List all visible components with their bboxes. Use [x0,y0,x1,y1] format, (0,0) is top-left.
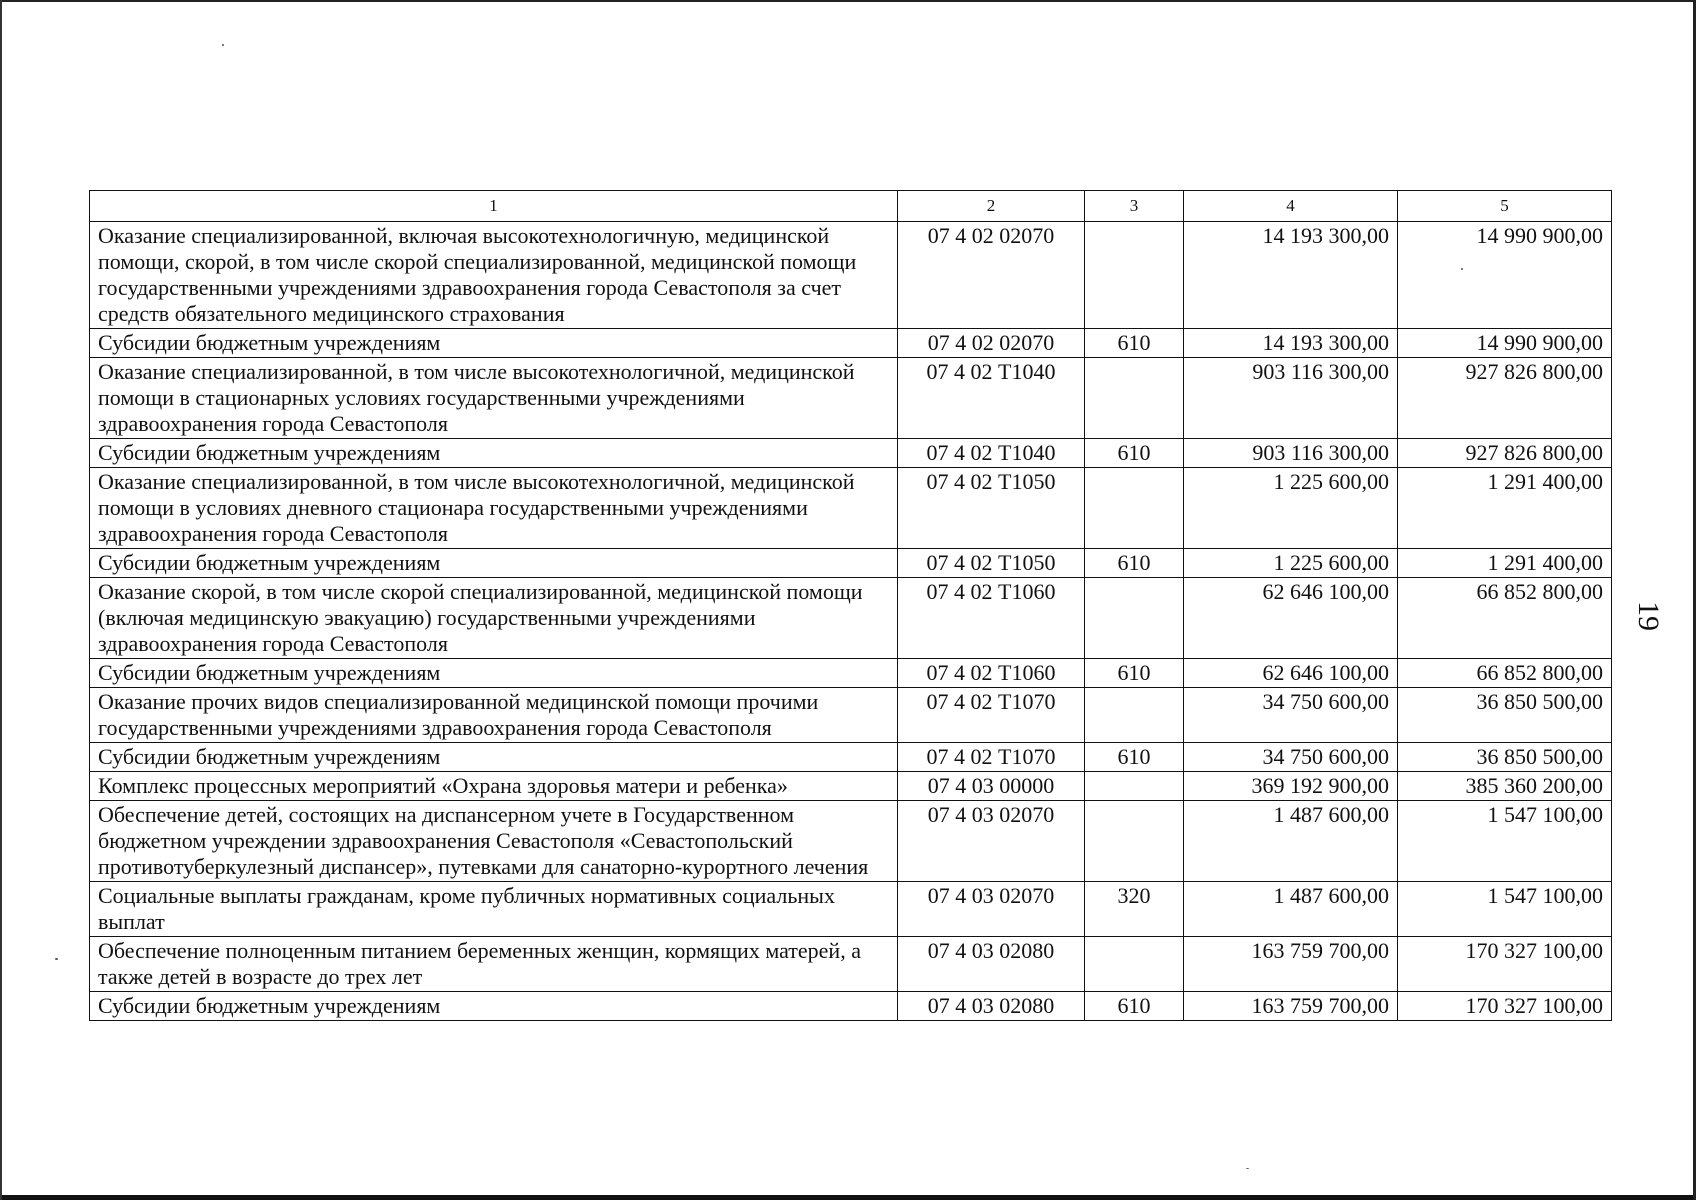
row-sum-2-cell: 1 291 400,00 [1398,468,1612,549]
row-type-cell [1085,578,1184,659]
row-sum-1-cell: 1 487 600,00 [1184,882,1398,937]
row-name-cell: Субсидии бюджетным учреждениям [90,549,898,578]
row-type-cell: 610 [1085,992,1184,1021]
row-sum-2-cell: 1 547 100,00 [1398,882,1612,937]
row-type-cell: 320 [1085,882,1184,937]
row-type-cell [1085,801,1184,882]
row-type-cell [1085,937,1184,992]
table-row [90,659,1612,688]
row-sum-1-cell: 14 193 300,00 [1184,329,1398,358]
row-type-cell: 610 [1085,329,1184,358]
table-row [90,937,1612,992]
row-sum-2-cell: 385 360 200,00 [1398,772,1612,801]
row-code-cell: 07 4 02 Т1070 [898,688,1085,743]
scan-edge-bottom [0,1195,1696,1200]
table-row [90,688,1612,743]
row-code-cell: 07 4 02 Т1060 [898,578,1085,659]
row-code-cell: 07 4 03 02070 [898,882,1085,937]
row-sum-2-cell: 927 826 800,00 [1398,439,1612,468]
budget-table [89,190,1612,1021]
table-row [90,549,1612,578]
table-header-row [90,191,1612,222]
row-code-cell: 07 4 02 02070 [898,222,1085,329]
row-name-cell: Субсидии бюджетным учреждениям [90,992,898,1021]
page-number: 19 [1632,601,1665,631]
row-code-cell: 07 4 03 02080 [898,992,1085,1021]
table-row [90,329,1612,358]
row-type-cell [1085,358,1184,439]
row-sum-1-cell: 34 750 600,00 [1184,743,1398,772]
column-header-5: 5 [1398,191,1612,222]
table-row [90,992,1612,1021]
row-sum-1-cell: 34 750 600,00 [1184,688,1398,743]
column-header-1: 1 [90,191,898,222]
table-row [90,743,1612,772]
row-sum-2-cell: 14 990 900,00 [1398,222,1612,329]
row-type-cell: 610 [1085,743,1184,772]
row-name-cell: Оказание скорой, в том числе скорой специализированной, медицинской помощи (включая медицинскую эвакуацию) государственными учреждениями здравоохранения города Севастополя [90,578,898,659]
table-row [90,468,1612,549]
row-sum-2-cell: 36 850 500,00 [1398,743,1612,772]
row-name-cell: Оказание специализированной, в том числе высокотехнологичной, медицинской помощи в стационарных условиях государственными учреждениями здравоохранения города Севастополя [90,358,898,439]
row-name-cell: Социальные выплаты гражданам, кроме публичных нормативных социальных выплат [90,882,898,937]
row-name-cell: Субсидии бюджетным учреждениям [90,743,898,772]
row-sum-2-cell: 14 990 900,00 [1398,329,1612,358]
row-sum-1-cell: 62 646 100,00 [1184,659,1398,688]
table-body [90,222,1612,1021]
table-row [90,882,1612,937]
row-name-cell: Обеспечение полноценным питанием беременных женщин, кормящих матерей, а также детей в возрасте до трех лет [90,937,898,992]
row-sum-2-cell: 66 852 800,00 [1398,659,1612,688]
row-sum-1-cell: 62 646 100,00 [1184,578,1398,659]
row-sum-2-cell: 66 852 800,00 [1398,578,1612,659]
row-sum-1-cell: 903 116 300,00 [1184,358,1398,439]
row-code-cell: 07 4 02 Т1040 [898,358,1085,439]
row-type-cell [1085,772,1184,801]
row-code-cell: 07 4 02 Т1070 [898,743,1085,772]
row-type-cell [1085,468,1184,549]
table-row [90,772,1612,801]
scan-speck [55,958,58,960]
row-sum-2-cell: 927 826 800,00 [1398,358,1612,439]
row-code-cell: 07 4 02 Т1040 [898,439,1085,468]
row-type-cell: 610 [1085,659,1184,688]
row-code-cell: 07 4 03 02080 [898,937,1085,992]
row-sum-1-cell: 369 192 900,00 [1184,772,1398,801]
scan-edge-top [0,0,1696,2]
row-name-cell: Субсидии бюджетным учреждениям [90,439,898,468]
row-sum-1-cell: 163 759 700,00 [1184,992,1398,1021]
scan-edge-left [0,0,2,1200]
row-type-cell: 610 [1085,439,1184,468]
row-code-cell: 07 4 02 Т1050 [898,468,1085,549]
row-code-cell: 07 4 03 00000 [898,772,1085,801]
table-row [90,222,1612,329]
column-header-2: 2 [898,191,1085,222]
row-type-cell: 610 [1085,549,1184,578]
column-header-3: 3 [1085,191,1184,222]
row-code-cell: 07 4 02 Т1060 [898,659,1085,688]
row-name-cell: Субсидии бюджетным учреждениям [90,659,898,688]
table-row [90,801,1612,882]
row-sum-1-cell: 1 487 600,00 [1184,801,1398,882]
row-sum-1-cell: 903 116 300,00 [1184,439,1398,468]
scan-speck [1246,1168,1249,1169]
row-code-cell: 07 4 02 02070 [898,329,1085,358]
table-row [90,439,1612,468]
row-code-cell: 07 4 02 Т1050 [898,549,1085,578]
row-sum-1-cell: 163 759 700,00 [1184,937,1398,992]
row-sum-1-cell: 1 225 600,00 [1184,549,1398,578]
row-sum-2-cell: 170 327 100,00 [1398,992,1612,1021]
row-code-cell: 07 4 03 02070 [898,801,1085,882]
row-name-cell: Комплекс процессных мероприятий «Охрана здоровья матери и ребенка» [90,772,898,801]
column-header-4: 4 [1184,191,1398,222]
row-sum-2-cell: 36 850 500,00 [1398,688,1612,743]
row-type-cell [1085,222,1184,329]
row-name-cell: Оказание специализированной, включая высокотехнологичную, медицинской помощи, скорой, в том числе скорой специализированной, медицинской помощи государственными учреждениями здравоохранения города Севастополя за счет средств обязательного медицинского страхования [90,222,898,329]
table-row [90,358,1612,439]
scan-speck [222,44,224,46]
row-sum-1-cell: 14 193 300,00 [1184,222,1398,329]
row-type-cell [1085,688,1184,743]
row-sum-2-cell: 170 327 100,00 [1398,937,1612,992]
row-sum-2-cell: 1 291 400,00 [1398,549,1612,578]
row-name-cell: Оказание прочих видов специализированной медицинской помощи прочими государственными учреждениями здравоохранения города Севастополя [90,688,898,743]
row-name-cell: Оказание специализированной, в том числе высокотехнологичной, медицинской помощи в условиях дневного стационара государственными учреждениями здравоохранения города Севастополя [90,468,898,549]
row-name-cell: Субсидии бюджетным учреждениям [90,329,898,358]
row-name-cell: Обеспечение детей, состоящих на диспансерном учете в Государственном бюджетном учреждении здравоохранения Севастополя «Севастопольский противотуберкулезный диспансер», путевками для санаторно-курортного лечения [90,801,898,882]
table-row [90,578,1612,659]
row-sum-1-cell: 1 225 600,00 [1184,468,1398,549]
row-sum-2-cell: 1 547 100,00 [1398,801,1612,882]
